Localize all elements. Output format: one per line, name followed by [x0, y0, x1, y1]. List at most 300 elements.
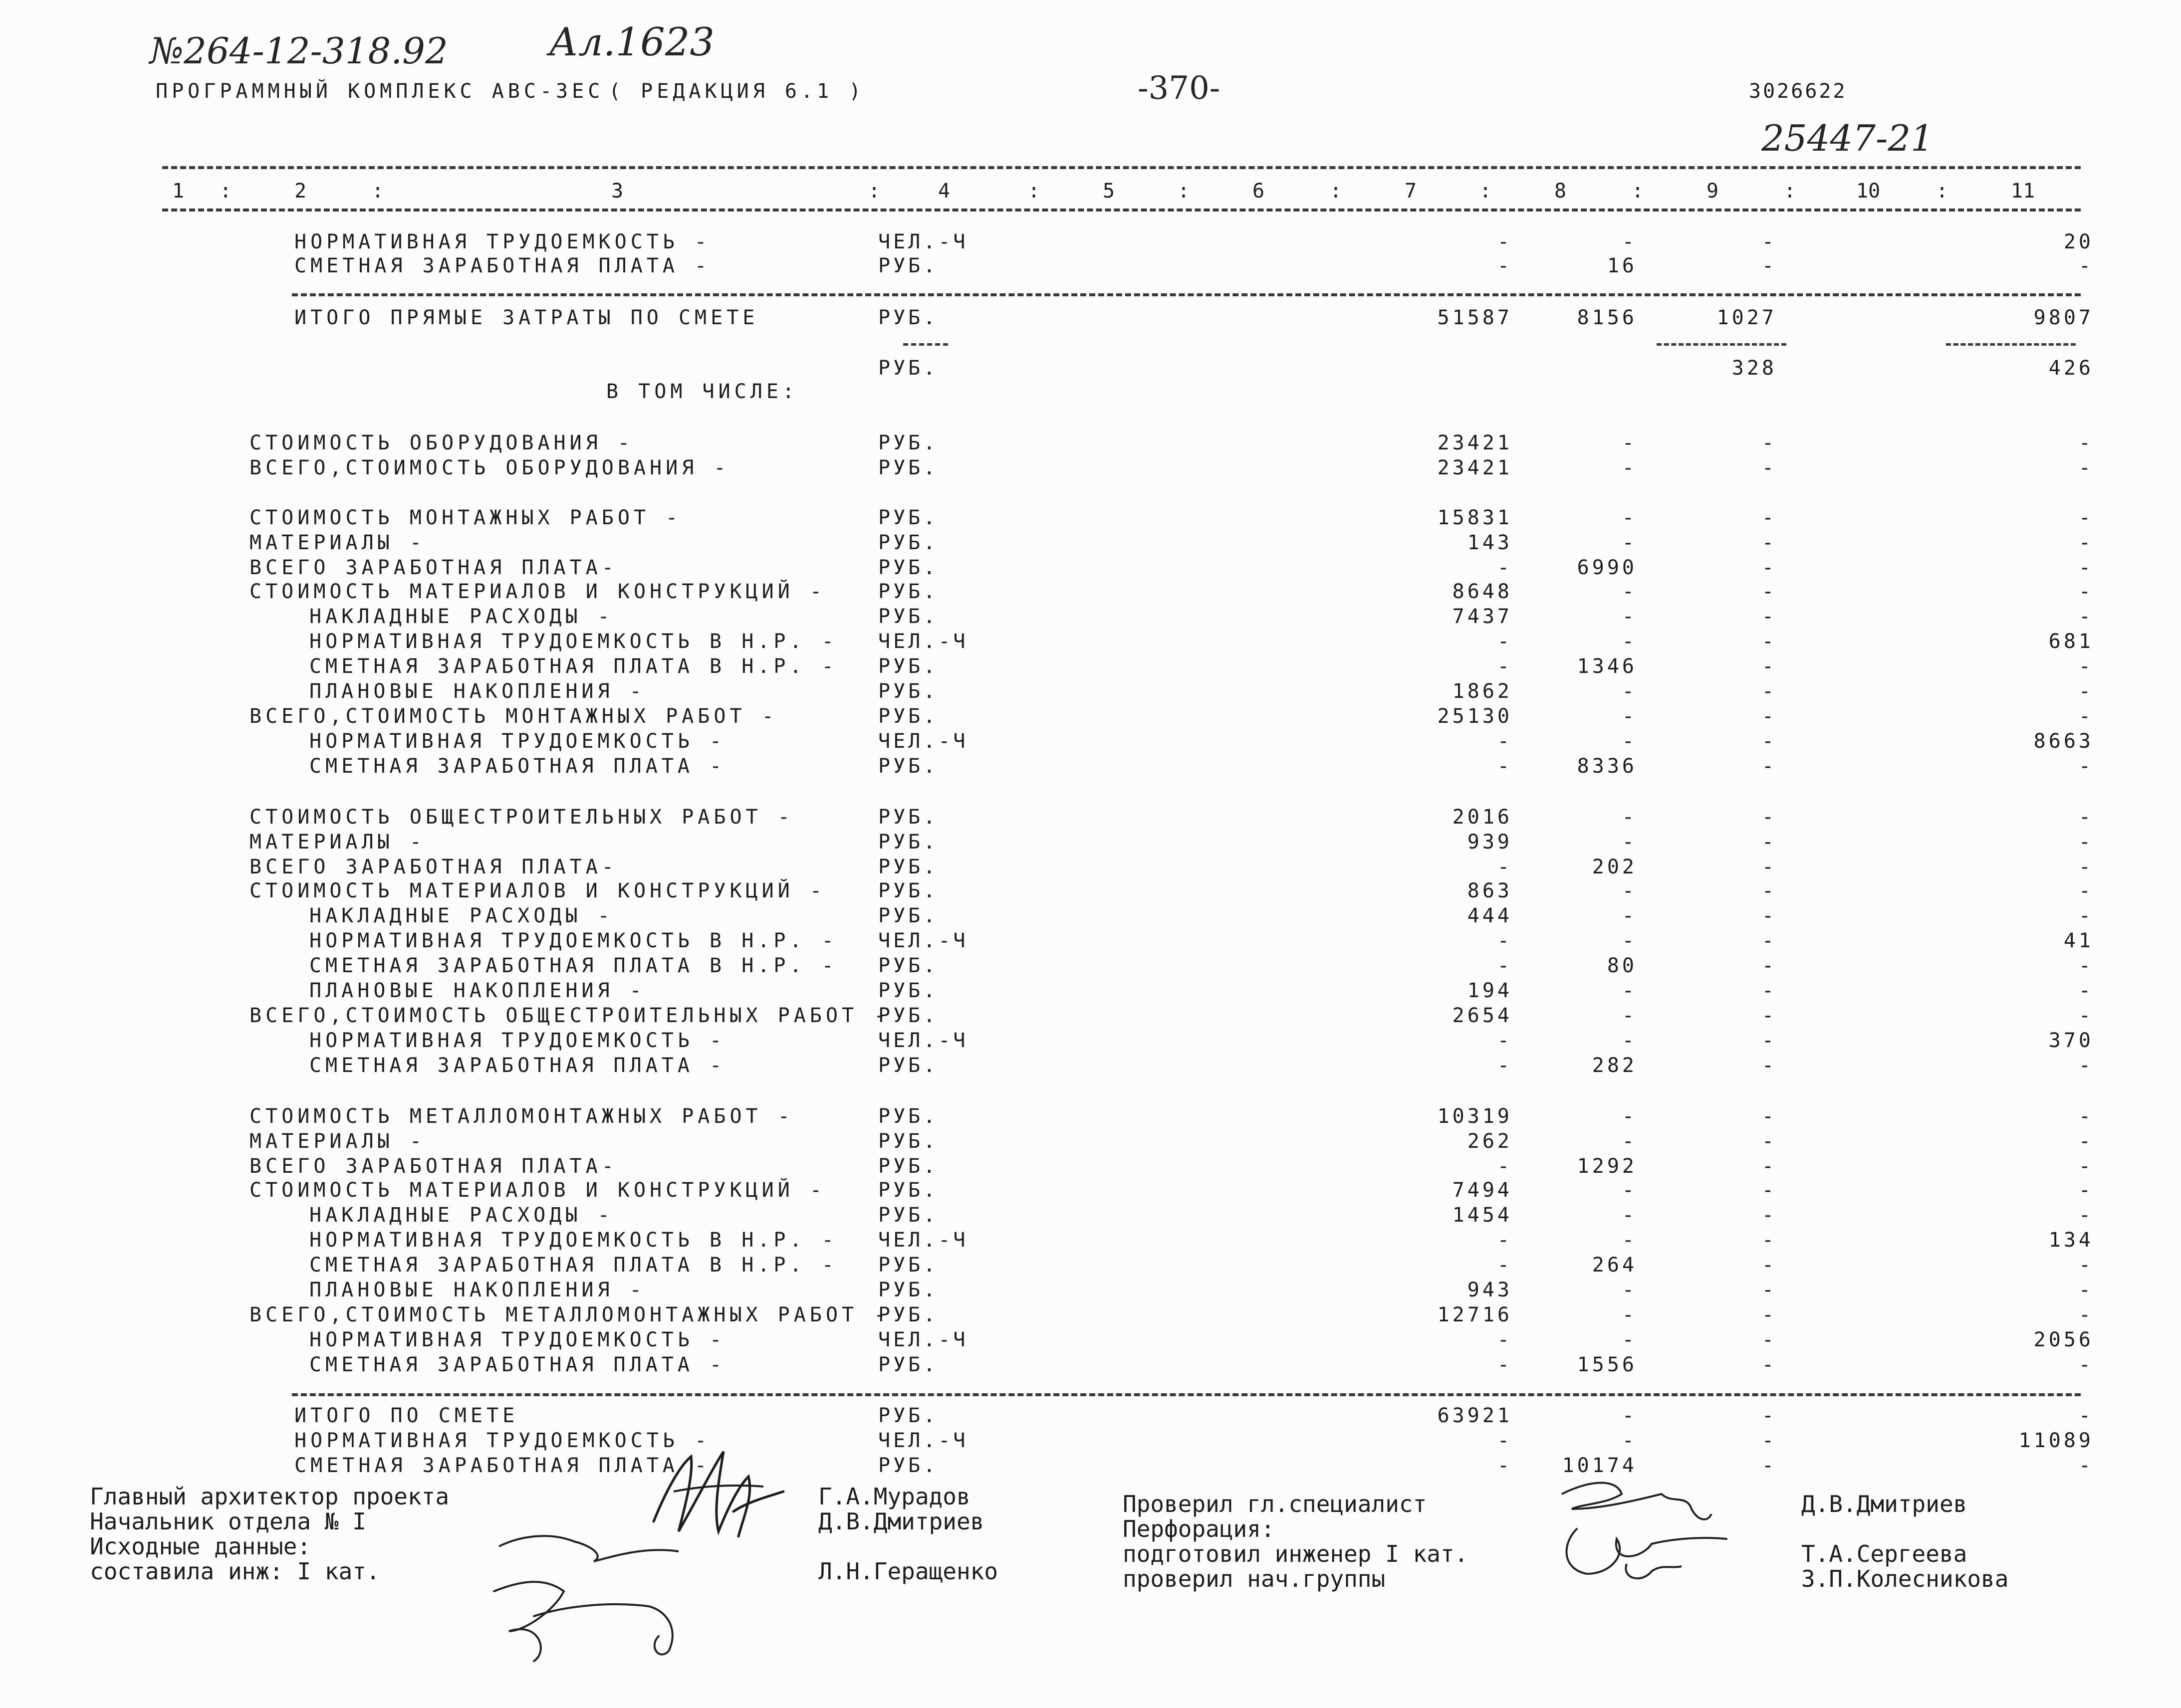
table-row — [0, 254, 2181, 279]
cell-column-7: 143 — [1467, 531, 1512, 554]
row-unit: РУБ. — [878, 1130, 939, 1153]
cell-column-9: - — [1761, 230, 1777, 253]
cell-column-11: - — [2078, 1054, 2094, 1077]
column-separator: : — [868, 180, 881, 203]
table-row — [0, 556, 2181, 581]
cell-column-7: 1454 — [1452, 1204, 1512, 1227]
row-label: СМЕТНАЯ ЗАРАБОТНАЯ ПЛАТА - — [294, 254, 711, 277]
column-number: 2 — [294, 180, 307, 203]
footer-role: Проверил гл.специалист — [1123, 1491, 1427, 1517]
handwritten-document-number: №264-12-318.92 — [150, 30, 448, 72]
row-label: ИТОГО ПРЯМЫЕ ЗАТРАТЫ ПО СМЕТЕ — [294, 306, 759, 329]
row-unit: РУБ. — [878, 705, 939, 728]
cell-column-7: 23421 — [1437, 431, 1512, 454]
row-unit: ЧЕЛ.-Ч — [878, 730, 969, 753]
column-separator: : — [1178, 180, 1190, 203]
cell-column-11: - — [2078, 1204, 2094, 1227]
cell-column-8: 8156 — [1577, 306, 1637, 329]
cell-column-7: - — [1497, 254, 1512, 277]
cell-column-9: - — [1761, 531, 1777, 554]
cell-column-7: 12716 — [1437, 1303, 1512, 1326]
cell-column-11: - — [2078, 1130, 2094, 1153]
table-row — [0, 230, 2181, 255]
cell-column-7: 1862 — [1452, 680, 1512, 703]
cell-column-11: - — [2078, 1303, 2094, 1326]
footer-role: Исходные данные: — [90, 1533, 311, 1560]
footer-name — [818, 1534, 998, 1559]
cell-column-7: - — [1497, 1254, 1512, 1277]
row-unit: РУБ. — [878, 431, 939, 454]
cell-column-7: 8648 — [1452, 580, 1512, 603]
cell-column-9: - — [1761, 1279, 1777, 1301]
table-row — [0, 531, 2181, 556]
cell-column-8: 1292 — [1577, 1155, 1637, 1178]
row-label: ВСЕГО ЗАРАБОТНАЯ ПЛАТА- — [249, 556, 618, 579]
table-row — [0, 306, 2181, 331]
column-number: 3 — [611, 180, 624, 203]
row-unit: РУБ. — [878, 1303, 939, 1326]
cell-column-7: - — [1497, 1454, 1512, 1477]
table-row — [0, 806, 2181, 831]
footer-name: Д.В.Дмитриев — [818, 1508, 984, 1535]
row-label: ПЛАНОВЫЕ НАКОПЛЕНИЯ - — [309, 1279, 646, 1301]
row-label: СТОИМОСТЬ ОБЩЕСТРОИТЕЛЬНЫХ РАБОТ - — [249, 806, 794, 829]
cell-column-11: 11089 — [2018, 1429, 2094, 1452]
cell-column-11: - — [2078, 1279, 2094, 1301]
row-label: ПЛАНОВЫЕ НАКОПЛЕНИЯ - — [309, 979, 646, 1002]
cell-column-9: - — [1761, 705, 1777, 728]
row-unit: РУБ. — [878, 1404, 939, 1427]
cell-column-9: - — [1761, 1328, 1777, 1351]
row-label: ПЛАНОВЫЕ НАКОПЛЕНИЯ - — [309, 680, 646, 703]
cell-column-11: 9807 — [2033, 306, 2094, 329]
cell-column-11: - — [2078, 431, 2094, 454]
cell-column-11: - — [2078, 1155, 2094, 1178]
cell-column-8: - — [1622, 1279, 1637, 1301]
cell-column-9: - — [1761, 1204, 1777, 1227]
row-unit: РУБ. — [878, 806, 939, 829]
cell-column-8: - — [1622, 879, 1637, 902]
cell-column-11: - — [2078, 879, 2094, 902]
cell-column-11: - — [2078, 1004, 2094, 1027]
cell-column-9: - — [1761, 1130, 1777, 1153]
cell-column-11: - — [2078, 580, 2094, 603]
table-row — [0, 755, 2181, 780]
unit-underline — [903, 343, 948, 346]
cell-column-11: - — [2078, 506, 2094, 529]
row-unit: РУБ. — [878, 605, 939, 628]
document-code: 3026622 — [1749, 80, 1847, 103]
cell-column-7: 2016 — [1452, 806, 1512, 829]
cell-column-7: - — [1497, 1328, 1512, 1351]
cell-column-7: - — [1497, 1054, 1512, 1077]
row-label: НОРМАТИВНАЯ ТРУДОЕМКОСТЬ - — [294, 1429, 711, 1452]
cell-column-8: - — [1622, 1004, 1637, 1027]
cell-column-9: - — [1761, 855, 1777, 878]
footer-role: составила инж: I кат. — [90, 1558, 380, 1585]
column-number: 8 — [1554, 180, 1567, 203]
row-unit: ЧЕЛ.-Ч — [878, 630, 969, 653]
cell-column-8: 282 — [1592, 1054, 1637, 1077]
cell-column-8: - — [1622, 1179, 1637, 1202]
table-row — [0, 904, 2181, 929]
cell-column-9: - — [1761, 1254, 1777, 1277]
cell-column-7: - — [1497, 655, 1512, 678]
column-separator: : — [1632, 180, 1644, 203]
table-row — [0, 506, 2181, 531]
row-label: ВСЕГО,СТОИМОСТЬ ОБОРУДОВАНИЯ - — [249, 456, 730, 479]
cell-column-8: - — [1622, 506, 1637, 529]
table-row — [0, 1353, 2181, 1378]
row-unit: РУБ. — [878, 1254, 939, 1277]
table-row — [0, 1454, 2181, 1479]
cell-column-11: - — [2078, 1179, 2094, 1202]
table-row — [0, 954, 2181, 979]
column-separator: : — [1330, 180, 1342, 203]
cell-column-7: - — [1497, 1229, 1512, 1252]
row-unit: РУБ. — [878, 1279, 939, 1301]
row-label: СМЕТНАЯ ЗАРАБОТНАЯ ПЛАТА - — [309, 755, 726, 778]
row-label: СТОИМОСТЬ ОБОРУДОВАНИЯ - — [249, 431, 634, 454]
cell-column-8: - — [1622, 680, 1637, 703]
row-label: СМЕТНАЯ ЗАРАБОТНАЯ ПЛАТА В Н.Р. - — [309, 954, 838, 977]
cell-column-9: - — [1761, 755, 1777, 778]
table-row — [0, 580, 2181, 605]
cell-column-8: 6990 — [1577, 556, 1637, 579]
row-unit: РУБ. — [878, 1179, 939, 1202]
cell-column-7: 444 — [1467, 904, 1512, 927]
table-row — [0, 380, 2181, 405]
cell-column-9: - — [1761, 1303, 1777, 1326]
table-header-rule — [162, 209, 2081, 212]
cell-column-9: - — [1761, 979, 1777, 1002]
table-row — [0, 357, 2181, 382]
cell-column-9: - — [1761, 655, 1777, 678]
row-label: СМЕТНАЯ ЗАРАБОТНАЯ ПЛАТА В Н.Р. - — [309, 655, 838, 678]
table-row — [0, 1429, 2181, 1454]
row-label: ВСЕГО,СТОИМОСТЬ МОНТАЖНЫХ РАБОТ - — [249, 705, 778, 728]
footer-name: Л.Н.Геращенко — [818, 1558, 998, 1585]
table-row — [0, 1404, 2181, 1429]
column-number: 11 — [2011, 180, 2035, 203]
cell-column-11: - — [2078, 806, 2094, 829]
cell-column-8: 1556 — [1577, 1353, 1637, 1376]
table-row — [0, 655, 2181, 680]
cell-column-7: - — [1497, 755, 1512, 778]
program-title: ПРОГРАММНЫЙ КОМПЛЕКС АВС-ЗЕС — [156, 80, 604, 103]
cell-column-9: - — [1761, 1404, 1777, 1427]
table-row — [0, 1303, 2181, 1328]
table-row — [0, 680, 2181, 705]
row-unit: ЧЕЛ.-Ч — [878, 1429, 969, 1452]
cell-column-8: - — [1622, 831, 1637, 854]
table-row — [0, 431, 2181, 456]
column-11-underline — [1946, 343, 2076, 346]
row-label: ВСЕГО ЗАРАБОТНАЯ ПЛАТА- — [249, 855, 618, 878]
column-separator: : — [220, 180, 232, 203]
cell-column-11: 2056 — [2033, 1328, 2094, 1351]
row-label: НОРМАТИВНАЯ ТРУДОЕМКОСТЬ В Н.Р. - — [309, 1229, 838, 1252]
row-label: СМЕТНАЯ ЗАРАБОТНАЯ ПЛАТА В Н.Р. - — [309, 1254, 838, 1277]
table-row — [0, 1328, 2181, 1353]
row-unit: РУБ. — [878, 655, 939, 678]
cell-column-11: - — [2078, 556, 2094, 579]
row-unit: РУБ. — [878, 456, 939, 479]
cell-column-7: - — [1497, 1155, 1512, 1178]
cell-column-11: - — [2078, 831, 2094, 854]
cell-column-8: 80 — [1607, 954, 1637, 977]
cell-column-8: - — [1622, 1229, 1637, 1252]
column-number: 10 — [1856, 180, 1881, 203]
cell-column-9: - — [1761, 580, 1777, 603]
cell-column-8: - — [1622, 230, 1637, 253]
row-unit: РУБ. — [878, 755, 939, 778]
cell-column-7: 25130 — [1437, 705, 1512, 728]
column-number: 1 — [172, 180, 185, 203]
footer-name: Г.А.Мурадов — [818, 1483, 970, 1510]
row-unit: РУБ. — [878, 580, 939, 603]
column-number: 4 — [938, 180, 951, 203]
cell-column-11: - — [2078, 1254, 2094, 1277]
cell-column-8: 16 — [1607, 254, 1637, 277]
column-number: 9 — [1706, 180, 1719, 203]
cell-column-7: 23421 — [1437, 456, 1512, 479]
cell-column-7: 10319 — [1437, 1105, 1512, 1128]
footer-right-names — [1801, 1492, 2008, 1591]
cell-column-9: - — [1761, 556, 1777, 579]
cell-column-11: 41 — [2063, 929, 2094, 952]
cell-column-11: - — [2078, 954, 2094, 977]
row-unit: ЧЕЛ.-Ч — [878, 929, 969, 952]
table-row — [0, 1204, 2181, 1229]
cell-column-9: - — [1761, 929, 1777, 952]
cell-column-11: - — [2078, 605, 2094, 628]
row-unit: РУБ. — [878, 1155, 939, 1178]
row-label: НАКЛАДНЫЕ РАСХОДЫ - — [309, 605, 614, 628]
row-unit: РУБ. — [878, 1204, 939, 1227]
cell-column-9: - — [1761, 879, 1777, 902]
table-row — [0, 456, 2181, 481]
cell-column-7: - — [1497, 1353, 1512, 1376]
row-label: СТОИМОСТЬ МАТЕРИАЛОВ И КОНСТРУКЦИЙ - — [249, 580, 826, 603]
cell-column-7: - — [1497, 954, 1512, 977]
footer-role: проверил нач.группы — [1123, 1565, 1386, 1592]
cell-column-9: - — [1761, 680, 1777, 703]
footer-role: подготовил инженер I кат. — [1123, 1540, 1468, 1567]
table-row — [0, 855, 2181, 880]
cell-column-8: - — [1622, 605, 1637, 628]
cell-column-7: 63921 — [1437, 1404, 1512, 1427]
row-unit: РУБ. — [878, 1105, 939, 1128]
column-separator: : — [1936, 180, 1948, 203]
column-number: 5 — [1103, 180, 1115, 203]
table-top-rule — [162, 166, 2081, 169]
cell-column-7: 262 — [1467, 1130, 1512, 1153]
row-unit: РУБ. — [878, 1454, 939, 1477]
row-unit: РУБ. — [878, 855, 939, 878]
cell-column-8: - — [1622, 1404, 1637, 1427]
cell-column-9: - — [1761, 1229, 1777, 1252]
cell-column-9: - — [1761, 954, 1777, 977]
column-number: 6 — [1252, 180, 1265, 203]
footer-role: Начальник отдела № I — [90, 1508, 366, 1535]
row-unit: РУБ. — [878, 357, 939, 380]
row-unit: РУБ. — [878, 879, 939, 902]
cell-column-8: - — [1622, 1328, 1637, 1351]
cell-column-9: - — [1761, 254, 1777, 277]
cell-column-8: - — [1622, 979, 1637, 1002]
cell-column-8: - — [1622, 1029, 1637, 1052]
row-label: СТОИМОСТЬ МАТЕРИАЛОВ И КОНСТРУКЦИЙ - — [249, 1179, 826, 1202]
cell-column-8: - — [1622, 580, 1637, 603]
column-separator: : — [1479, 180, 1492, 203]
cell-column-11: - — [2078, 1454, 2094, 1477]
row-unit: ЧЕЛ.-Ч — [878, 230, 969, 253]
table-row — [0, 1105, 2181, 1130]
column-separator: : — [1784, 180, 1796, 203]
row-unit: РУБ. — [878, 954, 939, 977]
cell-column-9: - — [1761, 431, 1777, 454]
footer-name: Д.В.Дмитриев — [1801, 1491, 1967, 1517]
cell-column-11: - — [2078, 855, 2094, 878]
footer-name: Т.А.Сергеева — [1801, 1540, 1967, 1567]
row-unit: РУБ. — [878, 306, 939, 329]
row-unit: РУБ. — [878, 556, 939, 579]
row-label: НОРМАТИВНАЯ ТРУДОЕМКОСТЬ - — [309, 1029, 726, 1052]
footer-role: Главный архитектор проекта — [90, 1483, 450, 1510]
cell-column-7: - — [1497, 1029, 1512, 1052]
cell-column-8: 1346 — [1577, 655, 1637, 678]
row-unit: РУБ. — [878, 979, 939, 1002]
cell-column-8: - — [1622, 1204, 1637, 1227]
row-label: НОРМАТИВНАЯ ТРУДОЕМКОСТЬ - — [309, 730, 726, 753]
cell-column-11: - — [2078, 1404, 2094, 1427]
row-label: НОРМАТИВНАЯ ТРУДОЕМКОСТЬ - — [294, 230, 711, 253]
cell-column-8: 202 — [1592, 855, 1637, 878]
cell-column-8: - — [1622, 1429, 1637, 1452]
table-row — [0, 831, 2181, 855]
cell-column-11: - — [2078, 705, 2094, 728]
cell-column-11: 681 — [2048, 630, 2094, 653]
cell-column-11: 134 — [2048, 1229, 2094, 1252]
cell-column-9: - — [1761, 1179, 1777, 1202]
cell-column-9: - — [1761, 630, 1777, 653]
table-row — [0, 1179, 2181, 1204]
cell-column-9: - — [1761, 806, 1777, 829]
cell-column-8: - — [1622, 929, 1637, 952]
cell-column-8: - — [1622, 1303, 1637, 1326]
signature-checker — [1542, 1464, 1731, 1584]
row-label: В ТОМ ЧИСЛЕ: — [606, 380, 798, 403]
cell-column-8: - — [1622, 705, 1637, 728]
row-label: ИТОГО ПО СМЕТЕ — [294, 1404, 519, 1427]
cell-column-9: - — [1761, 506, 1777, 529]
cell-column-9: - — [1761, 904, 1777, 927]
footer-left-names — [818, 1484, 998, 1584]
cell-column-11: 426 — [2048, 357, 2094, 380]
cell-column-7: 2654 — [1452, 1004, 1512, 1027]
cell-column-9: - — [1761, 1353, 1777, 1376]
cell-column-9: - — [1761, 1054, 1777, 1077]
column-9-underline — [1657, 343, 1786, 346]
footer-name: З.П.Колесникова — [1801, 1565, 2009, 1592]
footer-role: Перфорация: — [1123, 1515, 1275, 1542]
row-label: НОРМАТИВНАЯ ТРУДОЕМКОСТЬ В Н.Р. - — [309, 630, 838, 653]
table-row — [0, 1130, 2181, 1155]
handwritten-code: 25447-21 — [1761, 117, 1934, 159]
program-edition: ( РЕДАКЦИЯ 6.1 ) — [609, 80, 865, 103]
cell-column-9: - — [1761, 605, 1777, 628]
cell-column-7: 15831 — [1437, 506, 1512, 529]
table-row — [0, 1155, 2181, 1180]
row-unit: РУБ. — [878, 506, 939, 529]
footer-name — [1801, 1516, 2008, 1541]
table-row — [0, 1279, 2181, 1303]
cell-column-9: 1027 — [1716, 306, 1777, 329]
row-label: СТОИМОСТЬ МЕТАЛЛОМОНТАЖНЫХ РАБОТ - — [249, 1105, 794, 1128]
row-label: МАТЕРИАЛЫ - — [249, 831, 426, 854]
row-unit: РУБ. — [878, 1054, 939, 1077]
column-number: 7 — [1405, 180, 1417, 203]
row-unit: РУБ. — [878, 531, 939, 554]
row-label: СТОИМОСТЬ МОНТАЖНЫХ РАБОТ - — [249, 506, 682, 529]
row-unit: РУБ. — [878, 904, 939, 927]
row-label: СМЕТНАЯ ЗАРАБОТНАЯ ПЛАТА - — [309, 1054, 726, 1077]
cell-column-7: 51587 — [1437, 306, 1512, 329]
column-separator: : — [1028, 180, 1040, 203]
cell-column-8: - — [1622, 730, 1637, 753]
cell-column-11: - — [2078, 979, 2094, 1002]
signature-compiler — [479, 1516, 709, 1666]
footer-right-roles — [1123, 1492, 1468, 1591]
cell-column-9: - — [1761, 456, 1777, 479]
cell-column-8: - — [1622, 630, 1637, 653]
table-row — [0, 929, 2181, 954]
row-label: НОРМАТИВНАЯ ТРУДОЕМКОСТЬ - — [309, 1328, 726, 1351]
cell-column-9: - — [1761, 1105, 1777, 1128]
row-label: НАКЛАДНЫЕ РАСХОДЫ - — [309, 904, 614, 927]
cell-column-7: 863 — [1467, 879, 1512, 902]
cell-column-11: - — [2078, 531, 2094, 554]
row-unit: РУБ. — [878, 680, 939, 703]
cell-column-8: - — [1622, 431, 1637, 454]
row-label: СТОИМОСТЬ МАТЕРИАЛОВ И КОНСТРУКЦИЙ - — [249, 879, 826, 902]
cell-column-8: 264 — [1592, 1254, 1637, 1277]
cell-column-11: 370 — [2048, 1029, 2094, 1052]
cell-column-9: - — [1761, 1004, 1777, 1027]
cell-column-7: 7494 — [1452, 1179, 1512, 1202]
cell-column-9: 328 — [1731, 357, 1777, 380]
table-row — [0, 1029, 2181, 1054]
cell-column-11: 20 — [2063, 230, 2094, 253]
table-row — [0, 630, 2181, 655]
cell-column-11: - — [2078, 1353, 2094, 1376]
cell-column-7: - — [1497, 929, 1512, 952]
cell-column-7: - — [1497, 855, 1512, 878]
cell-column-9: - — [1761, 1454, 1777, 1477]
cell-column-8: 8336 — [1577, 755, 1637, 778]
table-row — [0, 1054, 2181, 1079]
footer-left-roles — [90, 1484, 449, 1584]
cell-column-8: - — [1622, 456, 1637, 479]
row-label: МАТЕРИАЛЫ - — [249, 531, 426, 554]
cell-column-9: - — [1761, 831, 1777, 854]
row-label: ВСЕГО,СТОИМОСТЬ МЕТАЛЛОМОНТАЖНЫХ РАБОТ - — [249, 1303, 890, 1326]
table-row — [0, 1004, 2181, 1029]
row-unit: ЧЕЛ.-Ч — [878, 1029, 969, 1052]
row-label: СМЕТНАЯ ЗАРАБОТНАЯ ПЛАТА - — [294, 1454, 711, 1477]
subtotal-rule — [292, 293, 2081, 296]
